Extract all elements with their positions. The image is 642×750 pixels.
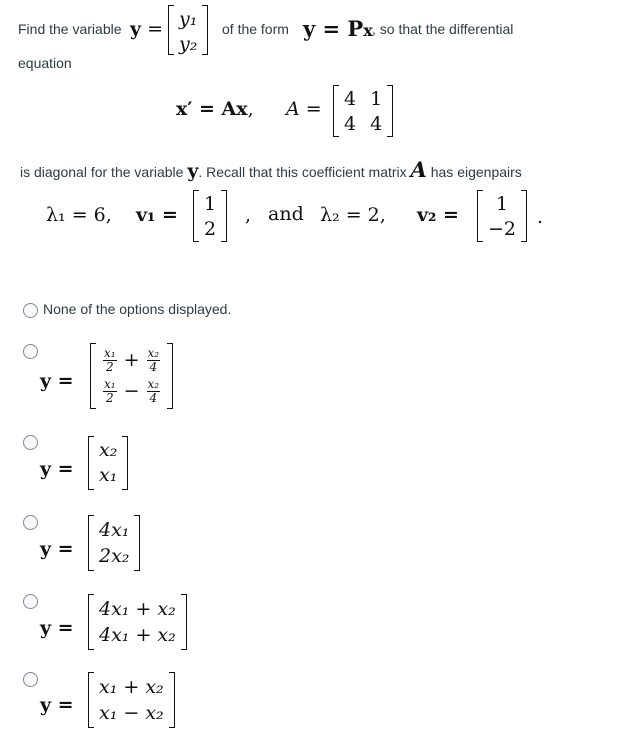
recall-middle: . Recall that this coefficient matrix bbox=[198, 164, 407, 180]
frac-den: 4 bbox=[149, 391, 158, 405]
intro-text: Find the variable bbox=[18, 21, 122, 37]
form-text: of the form bbox=[222, 21, 289, 37]
frac-num: x₂ bbox=[147, 377, 160, 392]
system-equation bbox=[176, 98, 254, 120]
recall-text bbox=[20, 157, 522, 182]
form-equation bbox=[303, 16, 373, 41]
v2-1: 1 bbox=[495, 193, 509, 215]
frac-num: x₁ bbox=[104, 346, 116, 361]
y-equals: y = bbox=[40, 458, 74, 480]
a22: 4 bbox=[370, 112, 383, 135]
operator: + bbox=[123, 349, 140, 372]
v1-label: v₁ = bbox=[136, 204, 178, 226]
recall-before: is diagonal for the variable bbox=[20, 164, 184, 180]
radio-option-2[interactable] bbox=[23, 435, 38, 450]
v1-2: 2 bbox=[204, 217, 217, 240]
radio-none[interactable] bbox=[23, 303, 38, 318]
a11: 4 bbox=[344, 88, 357, 110]
option-1-matrix bbox=[90, 343, 173, 409]
v2-vector bbox=[477, 190, 527, 242]
y-equals: y = bbox=[40, 538, 74, 560]
entry: x₁ + x₂ bbox=[99, 675, 164, 698]
radio-option-3[interactable] bbox=[23, 515, 38, 530]
equation-word: equation bbox=[18, 55, 72, 71]
tail-text: , so that the differential bbox=[372, 21, 514, 37]
y-equals: y = bbox=[40, 694, 74, 716]
radio-option-5[interactable] bbox=[23, 672, 38, 687]
y2: y₂ bbox=[179, 32, 198, 55]
entry: 4x₁ bbox=[99, 518, 130, 541]
v1-vector bbox=[193, 190, 227, 242]
matrix-a bbox=[333, 85, 393, 137]
lambda2: λ₂ = 2, bbox=[320, 204, 386, 226]
intro-y bbox=[130, 18, 163, 40]
recall-after: has eigenpairs bbox=[430, 164, 522, 180]
a12: 1 bbox=[370, 88, 383, 110]
frac-den: 4 bbox=[149, 360, 158, 374]
entry: 4x₁ + x₂ bbox=[99, 623, 176, 646]
v2-label: v₂ = bbox=[417, 204, 459, 226]
comma: , bbox=[245, 204, 252, 226]
entry: 4x₁ + x₂ bbox=[99, 597, 176, 620]
v2-2: −2 bbox=[488, 217, 517, 240]
form-eq: y = P bbox=[303, 16, 364, 41]
lambda1: λ₁ = 6, bbox=[46, 204, 112, 226]
and-word: and bbox=[268, 203, 304, 225]
option-5-matrix bbox=[88, 672, 175, 728]
equals: = bbox=[147, 18, 164, 40]
radio-option-1[interactable] bbox=[23, 344, 38, 359]
entry: x₂ bbox=[99, 439, 118, 462]
recall-y: y bbox=[187, 160, 199, 182]
system-lhs: x′ = A bbox=[176, 98, 237, 120]
a-equals: A = bbox=[286, 98, 322, 120]
option-3-matrix bbox=[88, 515, 140, 571]
entry: x₁ − x₂ bbox=[99, 701, 164, 724]
option-4-matrix bbox=[88, 594, 187, 650]
frac-num: x₂ bbox=[147, 346, 160, 361]
system-x: x bbox=[236, 98, 248, 120]
recall-a: A bbox=[410, 157, 427, 182]
frac-den: 2 bbox=[105, 391, 114, 405]
y-symbol: y bbox=[130, 18, 142, 40]
y-vector bbox=[168, 5, 208, 55]
operator: − bbox=[123, 380, 140, 403]
radio-option-4[interactable] bbox=[23, 594, 38, 609]
a21: 4 bbox=[344, 112, 357, 135]
option-none-label[interactable]: None of the options displayed. bbox=[43, 301, 232, 317]
y-equals: y = bbox=[40, 370, 74, 392]
period: . bbox=[537, 206, 544, 228]
option-2-matrix bbox=[88, 436, 128, 490]
frac-den: 2 bbox=[105, 360, 114, 374]
form-x: x bbox=[363, 21, 373, 40]
entry: x₁ bbox=[99, 464, 118, 487]
y1: y₁ bbox=[179, 8, 198, 30]
y-equals: y = bbox=[40, 617, 74, 639]
frac-num: x₁ bbox=[104, 377, 116, 392]
entry: 2x₂ bbox=[99, 544, 130, 567]
comma: , bbox=[247, 98, 254, 120]
v1-1: 1 bbox=[204, 193, 217, 215]
